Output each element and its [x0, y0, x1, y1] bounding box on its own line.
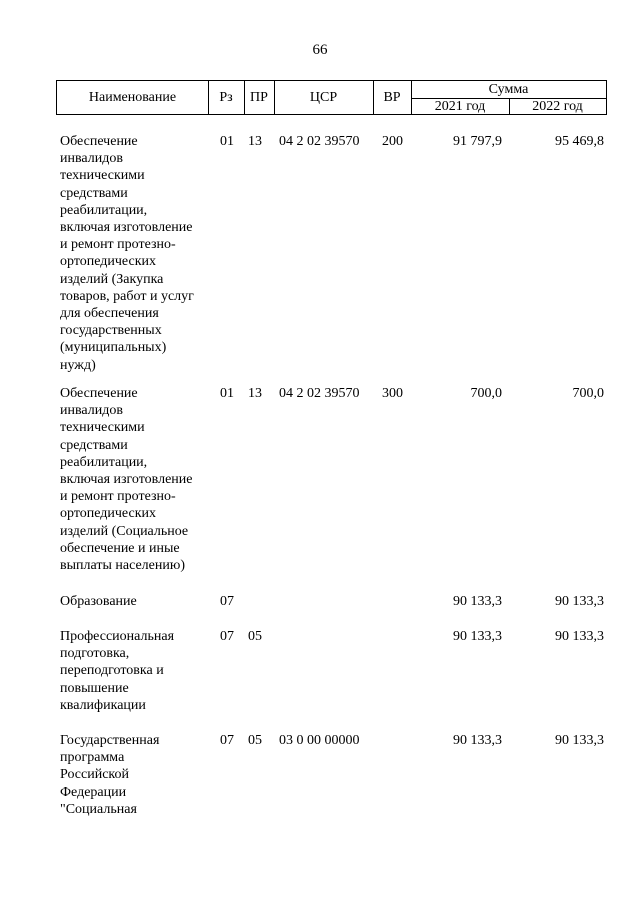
- row-sum-2021: 91 797,9: [453, 134, 502, 149]
- row-sum-2022: 95 469,8: [555, 134, 604, 149]
- header-csr: ЦСР: [309, 89, 338, 105]
- row-sum-2022: 90 133,3: [555, 594, 604, 609]
- row-sum-2022: 700,0: [572, 386, 604, 401]
- row-csr: 03 0 00 00000: [279, 733, 360, 748]
- page-number: 66: [312, 42, 328, 58]
- header-rz: Рз: [219, 89, 233, 105]
- row-rz: 07: [220, 629, 234, 644]
- row-rz: 01: [220, 134, 234, 149]
- row-name: Обеспечение инвалидов техническими средствами реабилитации, включая изготовление и ремонт протезно- ортопедических изделий (Закупка товаров, работ и услуг для обеспечения государственных (муниципальных) нужд): [60, 134, 194, 373]
- header-year-2021: 2021 год: [434, 98, 486, 114]
- header-sum: Сумма: [488, 81, 529, 97]
- header-name: Наименование: [88, 89, 177, 105]
- row-name: Профессиональная подготовка, переподготовка и повышение квалификации: [60, 629, 175, 713]
- row-sum-2021: 90 133,3: [453, 629, 502, 644]
- row-sum-2021: 90 133,3: [453, 733, 502, 748]
- row-name: Образование: [60, 594, 137, 609]
- row-vr: 300: [382, 386, 403, 401]
- row-rz: 01: [220, 386, 234, 401]
- header-pr: ПР: [250, 89, 268, 105]
- header-year-2022: 2022 год: [532, 98, 583, 114]
- row-csr: 04 2 02 39570: [279, 386, 360, 401]
- row-pr: 13: [248, 386, 262, 401]
- row-pr: 05: [248, 629, 262, 644]
- row-rz: 07: [220, 594, 234, 609]
- row-sum-2022: 90 133,3: [555, 629, 604, 644]
- row-sum-2022: 90 133,3: [555, 733, 604, 748]
- row-name: Государственная программа Российской Федерации "Социальная: [60, 733, 160, 817]
- row-name: Обеспечение инвалидов техническими средствами реабилитации, включая изготовление и ремонт протезно- ортопедических изделий (Социальное обеспечение и иные выплаты населению): [60, 386, 193, 574]
- row-pr: 13: [248, 134, 262, 149]
- row-vr: 200: [382, 134, 403, 149]
- row-sum-2021: 700,0: [470, 386, 502, 401]
- table-header: [56, 80, 607, 115]
- header-vr: ВР: [383, 89, 401, 105]
- row-csr: 04 2 02 39570: [279, 134, 360, 149]
- row-rz: 07: [220, 733, 234, 748]
- row-pr: 05: [248, 733, 262, 748]
- row-sum-2021: 90 133,3: [453, 594, 502, 609]
